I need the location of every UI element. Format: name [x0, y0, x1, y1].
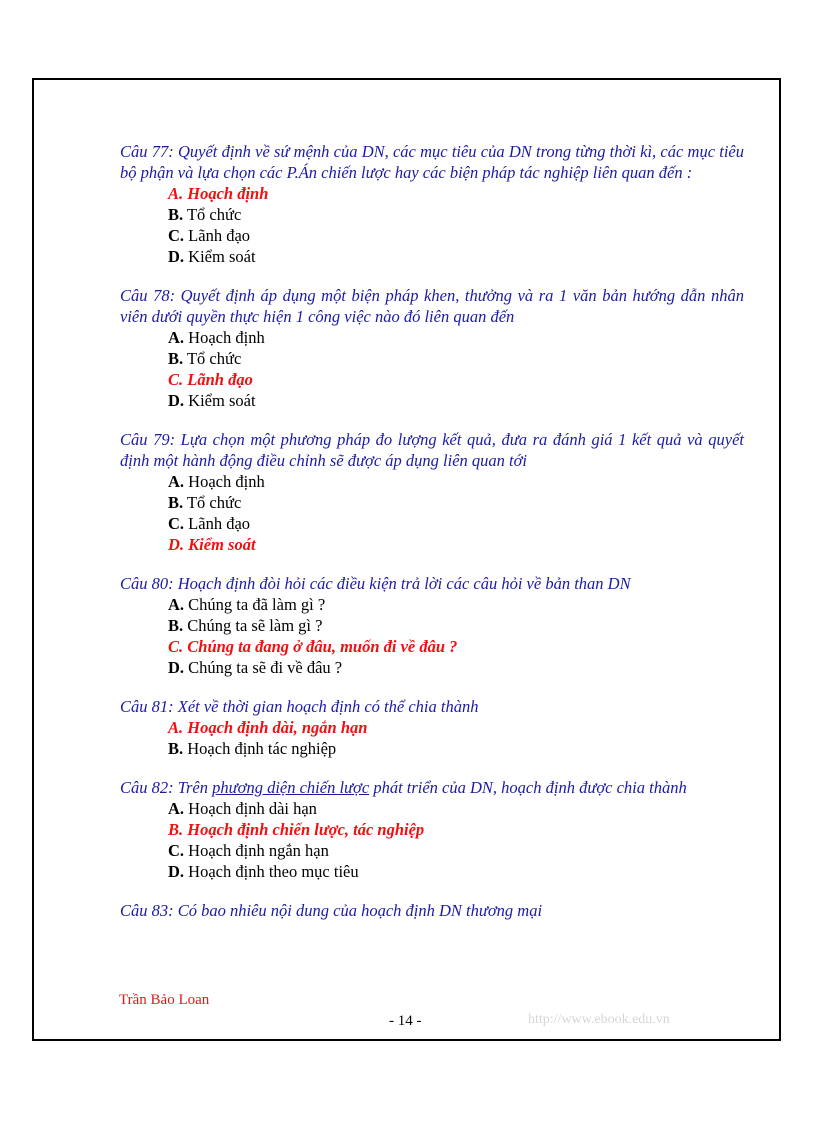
option-c	[168, 225, 744, 246]
question-80-options	[120, 594, 744, 678]
underlined-phrase: phương diện chiến lược	[212, 778, 370, 797]
option-letter: A.	[168, 595, 185, 614]
option-text: Lãnh đạo	[188, 226, 251, 245]
option-text: Chúng ta đang ở đâu, muốn đi về đâu ?	[187, 637, 458, 656]
option-a	[168, 798, 744, 819]
option-letter: D.	[168, 658, 185, 677]
option-text: Kiểm soát	[188, 535, 256, 554]
question-82-options	[120, 798, 744, 882]
option-letter: B.	[168, 616, 184, 635]
option-text: Hoạch định ngắn hạn	[188, 841, 329, 860]
question-78-text: Câu 78: Quyết định áp dụng một biện pháp khen, thưởng và ra 1 văn bản hướng dẫn nhân viên dưới quyền thực hiện 1 công việc nào đó liên quan đến	[120, 286, 744, 326]
option-text: Hoạch định	[187, 184, 269, 203]
option-letter: B.	[168, 205, 184, 224]
option-letter: A.	[168, 799, 185, 818]
option-letter: A.	[168, 328, 185, 347]
option-text: Tổ chức	[186, 493, 242, 512]
option-text: Tổ chức	[186, 349, 242, 368]
question-81-text: Câu 81: Xét về thời gian hoạch định có thể chia thành	[120, 697, 479, 716]
option-b	[168, 204, 744, 225]
question-77-text: Câu 77: Quyết định về sứ mệnh của DN, các mục tiêu của DN trong từng thời kì, các mục tiêu bộ phận và lựa chọn các P.Án chiến lược hay các biện pháp tác nghiệp liên quan đến :	[120, 142, 744, 182]
option-text: Chúng ta sẽ làm gì ?	[187, 616, 323, 635]
option-a	[168, 717, 744, 738]
question-80-text: Câu 80: Hoạch định đòi hỏi các điều kiện trả lời các câu hỏi về bản than DN	[120, 574, 631, 593]
footer-author: Trần Bảo Loan	[119, 992, 210, 1008]
watermark-url: http://www.ebook.edu.vn	[528, 1012, 670, 1027]
option-a	[168, 327, 744, 348]
option-c	[168, 636, 744, 657]
option-text: Hoạch định dài hạn	[188, 799, 317, 818]
option-letter: D.	[168, 535, 185, 554]
question-78	[120, 285, 744, 411]
question-82-text-start: Câu 82: Trên	[120, 778, 213, 797]
question-79-text: Câu 79: Lựa chọn một phương pháp đo lượng kết quả, đưa ra đánh giá 1 kết quả và quyết định một hành động điều chỉnh sẽ được áp dụng liên quan tới	[120, 430, 744, 470]
question-83	[120, 900, 744, 921]
option-text: Chúng ta đã làm gì ?	[188, 595, 326, 614]
option-letter: A.	[168, 718, 184, 737]
option-text: Hoạch định chiến lược, tác nghiệp	[187, 820, 425, 839]
option-text: Chúng ta sẽ đi về đâu ?	[188, 658, 343, 677]
option-letter: D.	[168, 391, 185, 410]
option-b	[168, 615, 744, 636]
option-letter: C.	[168, 226, 185, 245]
option-letter: D.	[168, 247, 185, 266]
option-letter: A.	[168, 472, 185, 491]
option-d	[168, 657, 744, 678]
option-letter: B.	[168, 493, 184, 512]
option-text: Hoạch định dài, ngắn hạn	[187, 718, 368, 737]
question-77	[120, 141, 744, 267]
option-d	[168, 246, 744, 267]
option-text: Hoạch định	[188, 472, 265, 491]
option-d	[168, 861, 744, 882]
option-letter: D.	[168, 862, 185, 881]
question-79-options	[120, 471, 744, 555]
option-letter: A.	[168, 184, 184, 203]
option-c	[168, 840, 744, 861]
option-b	[168, 738, 744, 759]
option-letter: B.	[168, 349, 184, 368]
option-c	[168, 369, 744, 390]
question-78-options	[120, 327, 744, 411]
question-82-text-end: phát triển của DN, hoạch định được chia thành	[369, 778, 687, 797]
option-letter: C.	[168, 370, 184, 389]
option-text: Tổ chức	[186, 205, 242, 224]
option-text: Hoạch định	[188, 328, 265, 347]
option-a	[168, 183, 744, 204]
question-81-options	[120, 717, 744, 759]
option-letter: C.	[168, 514, 185, 533]
option-letter: B.	[168, 739, 184, 758]
question-79	[120, 429, 744, 555]
question-83-text: Câu 83: Có bao nhiêu nội dung của hoạch định DN thương mại	[120, 901, 543, 920]
option-c	[168, 513, 744, 534]
question-82	[120, 777, 744, 882]
question-80	[120, 573, 744, 678]
option-d	[168, 534, 744, 555]
option-text: Kiểm soát	[188, 247, 256, 266]
option-b	[168, 492, 744, 513]
option-b	[168, 348, 744, 369]
option-b	[168, 819, 744, 840]
option-letter: C.	[168, 841, 185, 860]
option-d	[168, 390, 744, 411]
option-a	[168, 594, 744, 615]
question-82-text	[120, 777, 744, 798]
option-text: Lãnh đạo	[188, 514, 251, 533]
option-a	[168, 471, 744, 492]
question-81	[120, 696, 744, 759]
question-list	[120, 141, 744, 939]
option-text: Kiểm soát	[188, 391, 256, 410]
option-text: Hoạch định theo mục tiêu	[188, 862, 359, 881]
option-letter: C.	[168, 637, 184, 656]
page-number: - 14 -	[389, 1013, 422, 1029]
option-text: Lãnh đạo	[187, 370, 253, 389]
option-text: Hoạch định tác nghiệp	[187, 739, 337, 758]
option-letter: B.	[168, 820, 184, 839]
question-77-options	[120, 183, 744, 267]
